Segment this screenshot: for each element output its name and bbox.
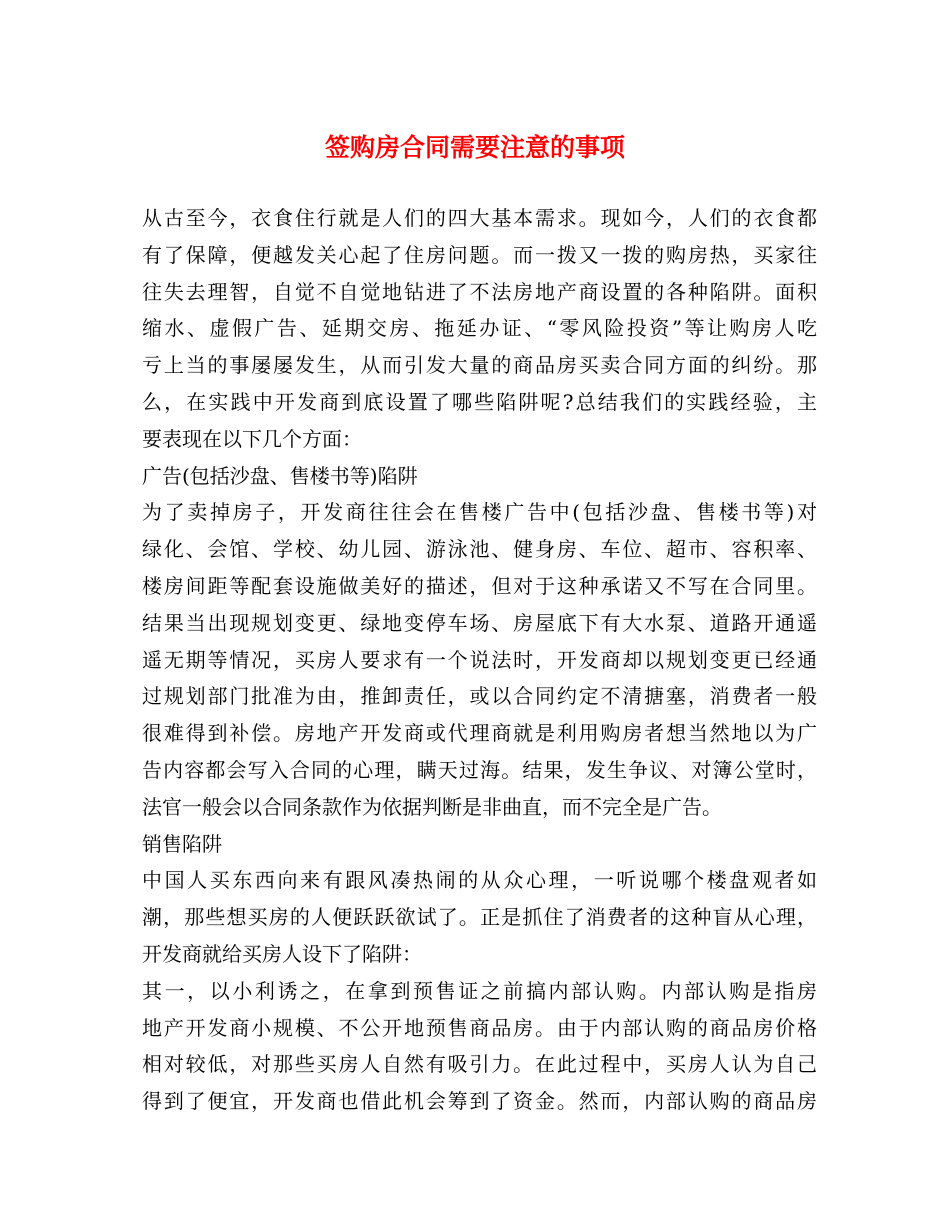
body-line: 遥无期等情况，买房人要求有一个说法时，开发商却以规划变更已经通 bbox=[142, 647, 817, 672]
body-line: 中国人买东西向来有跟风凑热闹的从众心理，一听说哪个楼盘观者如 bbox=[142, 868, 817, 893]
body-line: 潮，那些想买房的人便跃跃欲试了。正是抓住了消费者的这种盲从心理， bbox=[142, 905, 817, 930]
body-line: 结果当出现规划变更、绿地变停车场、房屋底下有大水泵、道路开通遥 bbox=[142, 610, 817, 635]
body-line: 法官一般会以合同条款作为依据判断是非曲直，而不完全是广告。 bbox=[142, 794, 722, 819]
body-line: 广告(包括沙盘、售楼书等)陷阱 bbox=[142, 463, 418, 488]
document-body bbox=[142, 200, 817, 1120]
body-line: 相对较低，对那些买房人自然有吸引力。在此过程中，买房人认为自己 bbox=[142, 1052, 817, 1077]
body-line: 地产开发商小规模、不公开地预售商品房。由于内部认购的商品房价格 bbox=[142, 1015, 817, 1040]
body-line: 开发商就给买房人设下了陷阱： bbox=[142, 941, 422, 966]
body-line: 很难得到补偿。房地产开发商或代理商就是利用购房者想当然地以为广 bbox=[142, 721, 817, 746]
body-line: 缩水、虚假广告、延期交房、拖延办证、“零风险投资”等让购房人吃 bbox=[142, 316, 817, 341]
body-line: 过规划部门批准为由，推卸责任，或以合同约定不清搪塞，消费者一般 bbox=[142, 684, 817, 709]
body-line: 从古至今，衣食住行就是人们的四大基本需求。现如今，人们的衣食都 bbox=[142, 206, 817, 230]
body-line: 绿化、会馆、学校、幼儿园、游泳池、健身房、车位、超市、容积率、 bbox=[142, 537, 817, 562]
body-line: 么，在实践中开发商到底设置了哪些陷阱呢?总结我们的实践经验，主 bbox=[142, 389, 817, 414]
body-line: 楼房间距等配套设施做美好的描述，但对于这种承诺又不写在合同里。 bbox=[142, 573, 817, 598]
body-line: 为了卖掉房子，开发商往往会在售楼广告中(包括沙盘、售楼书等)对 bbox=[142, 500, 817, 525]
body-line: 往失去理智，自觉不自觉地钻进了不法房地产商设置的各种陷阱。面积 bbox=[142, 279, 817, 304]
body-line: 销售陷阱 bbox=[142, 831, 222, 856]
body-line: 告内容都会写入合同的心理，瞒天过海。结果，发生争议、对簿公堂时， bbox=[142, 757, 817, 782]
body-line: 得到了便宜，开发商也借此机会筹到了资金。然而，内部认购的商品房 bbox=[142, 1089, 817, 1114]
body-line: 亏上当的事屡屡发生，从而引发大量的商品房买卖合同方面的纠纷。那 bbox=[142, 353, 817, 378]
body-line: 要表现在以下几个方面： bbox=[142, 426, 362, 451]
body-line: 有了保障，便越发关心起了住房问题。而一拨又一拨的购房热，买家往 bbox=[142, 242, 817, 267]
body-line: 其一，以小利诱之，在拿到预售证之前搞内部认购。内部认购是指房 bbox=[142, 978, 817, 1003]
document-title: 签购房合同需要注意的事项 bbox=[324, 133, 625, 162]
